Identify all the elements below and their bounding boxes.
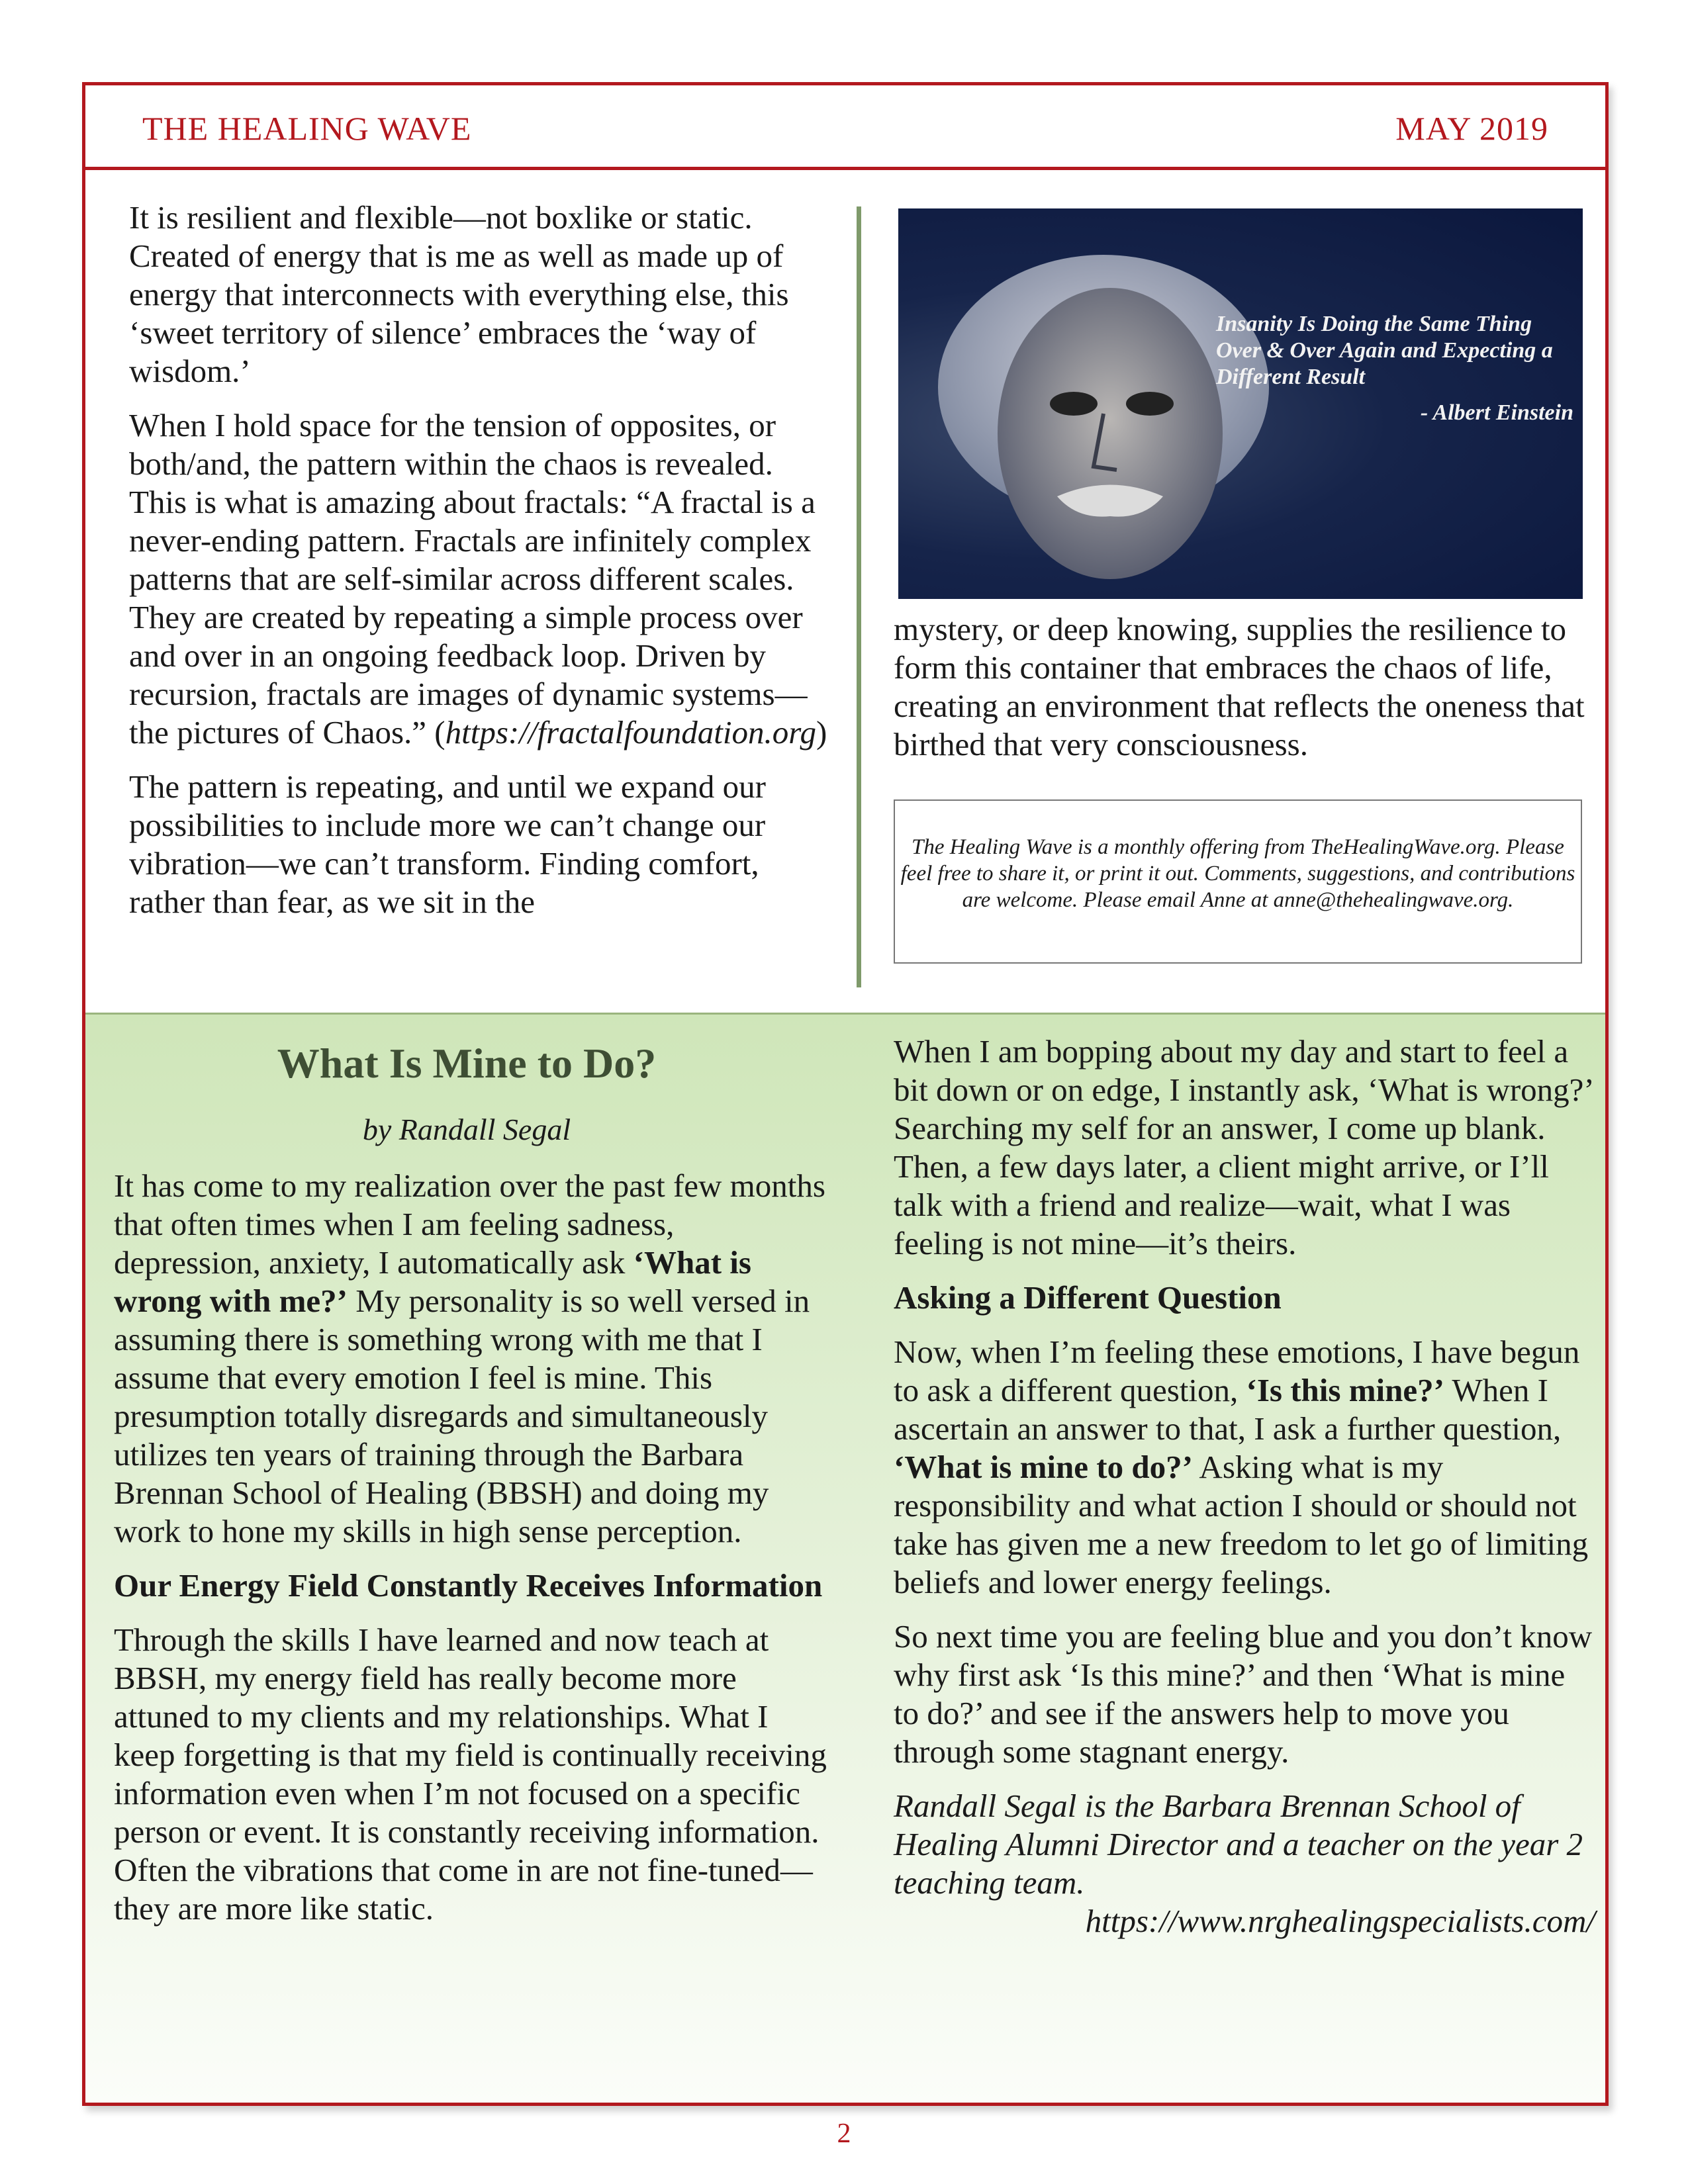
author-bio: Randall Segal is the Barbara Brennan School of Healing Alumni Director and a teacher on the year 2 teaching team. bbox=[894, 1788, 1583, 1901]
article-right-column bbox=[894, 1032, 1595, 1956]
paragraph: The pattern is repeating, and until we expand our possibilities to include more we can’t change our vibration—we can’t transform. Finding comfort, rather than fear, as we sit in the bbox=[129, 768, 766, 920]
author-website-link[interactable]: https://www.nrghealingspecialists.com/ bbox=[1085, 1903, 1595, 1939]
newsletter-info-box: The Healing Wave is a monthly offering from TheHealingWave.org. Please feel free to share it, or print it out. Comments, suggestions, and contributions are welcome. Please email Anne at anne@thehealingwave.org. bbox=[894, 799, 1582, 964]
paragraph: Through the skills I have learned and now teach at BBSH, my energy field has really become more attuned to my clients and my relationships. What I keep forgetting is that my field is continually receiving information even when I’m not focused on a specific person or event. It is constantly receiving information. Often the vibrations that come in are not fine-tuned—they are more like static. bbox=[114, 1621, 827, 1927]
article-byline: by Randall Segal bbox=[362, 1113, 571, 1146]
paragraph: It has come to my realization over the past few months that often times when I am feeling sadness, depression, anxiety, I automatically ask ‘What is wrong with me?’ My personality is so well versed in assuming there is something wrong with me that I assume that every emotion I feel is mine. This presumption totally disregards and simultaneously utilizes ten years of training through the Barbara Brennan School of Healing (BBSH) and doing my work to hone my skills in high sense perception. bbox=[114, 1167, 825, 1549]
paragraph: mystery, or deep knowing, supplies the resilience to form this container that embraces the chaos of life, creating an environment that reflects the oneness that birthed that very consciousness. bbox=[894, 611, 1585, 762]
column-divider bbox=[857, 206, 861, 987]
left-column-continued bbox=[129, 199, 827, 937]
paragraph: Now, when I’m feeling these emotions, I have begun to ask a different question, ‘Is this mine?’ When I ascertain an answer to that, I ask a further question, ‘What is mine to do?’ Asking what is my responsibility and what action I should or should not take has given me a new freedom to let go of limiting beliefs and lower energy feelings. bbox=[894, 1334, 1589, 1600]
paragraph: It is resilient and flexible—not boxlike or static. Created of energy that is me as well as made up of energy that interconnects with everything else, this ‘sweet territory of silence’ embraces the ‘way of wisdom.’ bbox=[129, 199, 789, 389]
section-heading: Our Energy Field Constantly Receives Information bbox=[114, 1567, 823, 1604]
newsletter-header bbox=[85, 85, 1605, 170]
right-column-continued bbox=[894, 610, 1589, 780]
paragraph: When I am bopping about my day and start to feel a bit down or on edge, I instantly ask, ‘What is wrong?’ Searching my self for an answer, I come up blank. Then, a few days later, a client might arrive, or I’ll talk with a friend and realize—wait, what I was feeling is not mine—it’s theirs. bbox=[894, 1033, 1593, 1261]
einstein-quote: Insanity Is Doing the Same Thing Over & Over Again and Expecting a Different Result - Albert Einstein bbox=[1216, 312, 1573, 425]
fractal-foundation-link[interactable]: https://fractalfoundation.org bbox=[445, 714, 816, 751]
einstein-quote-image bbox=[898, 208, 1583, 599]
issue-date: MAY 2019 bbox=[1395, 110, 1548, 147]
article-left-column bbox=[114, 1167, 829, 1944]
paragraph: When I hold space for the tension of opposites, or both/and, the pattern within the chaos is revealed. This is what is amazing about fractals: “A fractal is a never-ending pattern. Fractals are infinitely complex patterns that are self-similar across different scales. They are created by repeating a simple process over and over in an ongoing feedback loop. Driven by recursion, fractals are images of dynamic systems—the pictures of Chaos.” (https://fractalfoundation.org) bbox=[129, 407, 827, 751]
article-title: What Is Mine to Do? bbox=[277, 1040, 657, 1087]
page-number: 2 bbox=[837, 2118, 851, 2149]
paragraph: So next time you are feeling blue and you don’t know why first ask ‘Is this mine?’ and then ‘What is mine to do?’ and see if the answers help to move you through some stagnant energy. bbox=[894, 1618, 1593, 1770]
section-heading: Asking a Different Question bbox=[894, 1279, 1282, 1316]
newsletter-title: THE HEALING WAVE bbox=[142, 110, 472, 147]
